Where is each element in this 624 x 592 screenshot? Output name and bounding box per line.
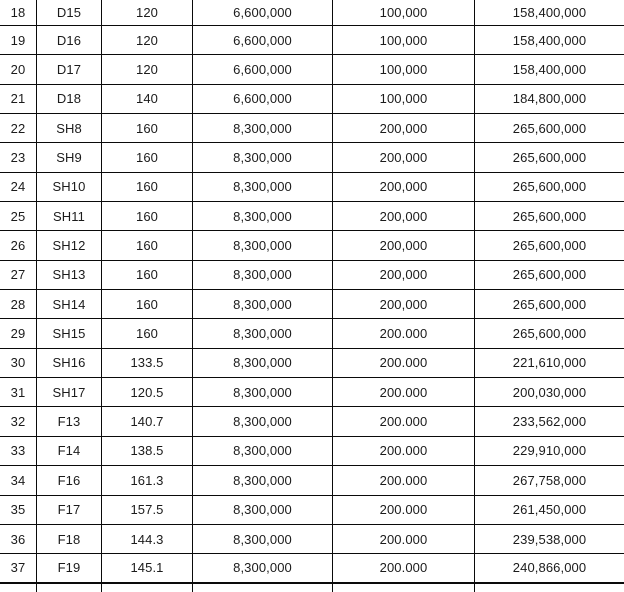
cell-unit-price: 6,600,000 [193, 26, 333, 54]
cell-quantity: 160 [102, 114, 193, 142]
table-row [0, 0, 624, 26]
table-row [0, 231, 624, 260]
cell-row-number: 31 [0, 378, 37, 406]
cell-fee: 200,000 [333, 290, 475, 318]
cell-total-amount: 200,030,000 [512, 384, 587, 400]
cell-row-number: 36 [0, 525, 37, 553]
cell-unit-price: 6,600,000 [193, 55, 333, 83]
cell-row-number: 30 [0, 349, 37, 377]
cell-quantity: 161.3 [102, 466, 193, 494]
cell-unit-code: SH13 [37, 261, 102, 289]
cell-unit-price: 8,300,000 [193, 554, 333, 581]
cell-unit-code: D16 [37, 26, 102, 54]
cell-row-number: 24 [0, 173, 37, 201]
cell-unit-price: 8,300,000 [193, 496, 333, 524]
table-row [0, 202, 624, 231]
cell-unit-code: F19 [37, 554, 102, 581]
cell-fee: 200,000 [333, 261, 475, 289]
table-row [0, 378, 624, 407]
cell-quantity: 160 [102, 319, 193, 347]
cell-unit-code: D15 [37, 0, 102, 25]
cell-fee: 100,000 [333, 26, 475, 54]
cell-unit-price: 8,300,000 [193, 378, 333, 406]
cell-row-number: 35 [0, 496, 37, 524]
cell-unit-code: SH11 [37, 202, 102, 230]
table-row [0, 85, 624, 114]
table-row [0, 143, 624, 172]
cell-total-amount: 240,866,000 [512, 560, 587, 576]
cell-row-number: 29 [0, 319, 37, 347]
cell-unit-price: 8,300,000 [193, 114, 333, 142]
cell-unit-code: SH12 [37, 231, 102, 259]
cell-quantity: 140.7 [102, 407, 193, 435]
cell-unit-price: 8,300,000 [193, 290, 333, 318]
cell-total-amount: 184,800,000 [512, 91, 587, 107]
cell-total-amount: 265,600,000 [512, 150, 587, 166]
cell-quantity: 160 [102, 173, 193, 201]
cell-unit-price: 8,300,000 [193, 525, 333, 553]
cell-fee: 200.000 [333, 319, 475, 347]
cell-unit-price: 8,300,000 [193, 349, 333, 377]
cell-row-number: 28 [0, 290, 37, 318]
cell-total-amount: 265,600,000 [512, 296, 587, 312]
cell-fee: 200,000 [333, 202, 475, 230]
cell-total-amount: 267,758,000 [512, 472, 587, 488]
cell-fee: 200,000 [333, 143, 475, 171]
table-row [0, 114, 624, 143]
cell-unit-price: 8,300,000 [193, 261, 333, 289]
cell-unit-price: 8,300,000 [193, 319, 333, 347]
table-row [0, 407, 624, 436]
cell-fee: 200.000 [333, 525, 475, 553]
cell-unit-code: SH14 [37, 290, 102, 318]
cell-fee: 200,000 [333, 231, 475, 259]
cell-total-amount: 158,400,000 [512, 5, 587, 20]
cell-unit-code: F16 [37, 466, 102, 494]
cell-total-amount: 229,910,000 [512, 443, 587, 459]
cell-quantity: 160 [102, 202, 193, 230]
table-row [0, 496, 624, 525]
table-row [0, 173, 624, 202]
cell-fee: 200,000 [333, 173, 475, 201]
cell-quantity: 120 [102, 26, 193, 54]
cell-row-number: 22 [0, 114, 37, 142]
cell-unit-code: SH15 [37, 319, 102, 347]
cell-row-number: 37 [0, 554, 37, 581]
cell-quantity: 145.1 [102, 554, 193, 581]
cell-row-number: 19 [0, 26, 37, 54]
cell-total-amount: 265,600,000 [512, 120, 587, 136]
cell-unit-price: 6,600,000 [193, 0, 333, 25]
cell-unit-price: 8,300,000 [193, 407, 333, 435]
cell-quantity: 160 [102, 231, 193, 259]
cell-unit-code: SH17 [37, 378, 102, 406]
cell-unit-code: F14 [37, 437, 102, 465]
cell-unit-price: 8,300,000 [193, 437, 333, 465]
cell-quantity: 120 [102, 0, 193, 25]
cell-total-amount: 239,538,000 [512, 531, 587, 547]
table-row [0, 437, 624, 466]
table-row [0, 290, 624, 319]
cell-unit-code: SH9 [37, 143, 102, 171]
cell-quantity: 144.3 [102, 525, 193, 553]
cell-quantity: 157.5 [102, 496, 193, 524]
cutoff-cell [193, 584, 333, 592]
cell-fee: 200.000 [333, 378, 475, 406]
cell-fee: 200.000 [333, 437, 475, 465]
cell-quantity: 120.5 [102, 378, 193, 406]
cell-fee: 100,000 [333, 85, 475, 113]
cell-unit-code: F18 [37, 525, 102, 553]
cutoff-cell [102, 584, 193, 592]
cell-unit-code: SH16 [37, 349, 102, 377]
cell-total-amount: 265,600,000 [512, 208, 587, 224]
cell-row-number: 23 [0, 143, 37, 171]
table-row [0, 554, 624, 583]
cell-fee: 200.000 [333, 554, 475, 581]
cell-total-amount: 265,600,000 [512, 179, 587, 195]
table-row [0, 349, 624, 378]
cell-fee: 200.000 [333, 496, 475, 524]
cell-quantity: 160 [102, 143, 193, 171]
cell-unit-price: 6,600,000 [193, 85, 333, 113]
cell-unit-code: SH8 [37, 114, 102, 142]
cell-row-number: 25 [0, 202, 37, 230]
cell-unit-price: 8,300,000 [193, 143, 333, 171]
cell-unit-code: F17 [37, 496, 102, 524]
cutoff-cell [475, 584, 624, 592]
cell-row-number: 34 [0, 466, 37, 494]
cell-total-amount: 265,600,000 [512, 326, 587, 342]
cell-unit-price: 8,300,000 [193, 202, 333, 230]
cell-quantity: 133.5 [102, 349, 193, 377]
cell-total-amount: 158,400,000 [512, 62, 587, 78]
table-row [0, 525, 624, 554]
cell-row-number: 32 [0, 407, 37, 435]
table-row [0, 319, 624, 348]
cell-unit-price: 8,300,000 [193, 173, 333, 201]
table-row [0, 466, 624, 495]
cutoff-cell [37, 584, 102, 592]
cell-unit-price: 8,300,000 [193, 466, 333, 494]
cell-row-number: 18 [0, 0, 37, 25]
cell-unit-code: SH10 [37, 173, 102, 201]
cell-unit-code: D17 [37, 55, 102, 83]
cell-row-number: 21 [0, 85, 37, 113]
cell-quantity: 140 [102, 85, 193, 113]
cell-fee: 200,000 [333, 114, 475, 142]
cell-total-amount: 158,400,000 [512, 32, 587, 48]
cell-quantity: 120 [102, 55, 193, 83]
cell-row-number: 33 [0, 437, 37, 465]
cell-total-amount: 233,562,000 [512, 414, 587, 430]
cutoff-next-row [0, 584, 624, 592]
cell-total-amount: 261,450,000 [512, 502, 587, 518]
cell-fee: 200.000 [333, 407, 475, 435]
cell-total-amount: 265,600,000 [512, 267, 587, 283]
cell-row-number: 20 [0, 55, 37, 83]
cell-quantity: 160 [102, 290, 193, 318]
cell-fee: 100,000 [333, 0, 475, 25]
cell-total-amount: 265,600,000 [512, 238, 587, 254]
table-row [0, 261, 624, 290]
cell-fee: 200.000 [333, 466, 475, 494]
cell-quantity: 160 [102, 261, 193, 289]
cutoff-cell [0, 584, 37, 592]
cell-fee: 200.000 [333, 349, 475, 377]
cell-unit-code: D18 [37, 85, 102, 113]
table-row [0, 26, 624, 55]
cell-unit-price: 8,300,000 [193, 231, 333, 259]
table-row [0, 55, 624, 84]
cell-row-number: 26 [0, 231, 37, 259]
cell-quantity: 138.5 [102, 437, 193, 465]
cell-fee: 100,000 [333, 55, 475, 83]
cell-unit-code: F13 [37, 407, 102, 435]
cell-row-number: 27 [0, 261, 37, 289]
cell-total-amount: 221,610,000 [512, 355, 587, 371]
cutoff-cell [333, 584, 475, 592]
